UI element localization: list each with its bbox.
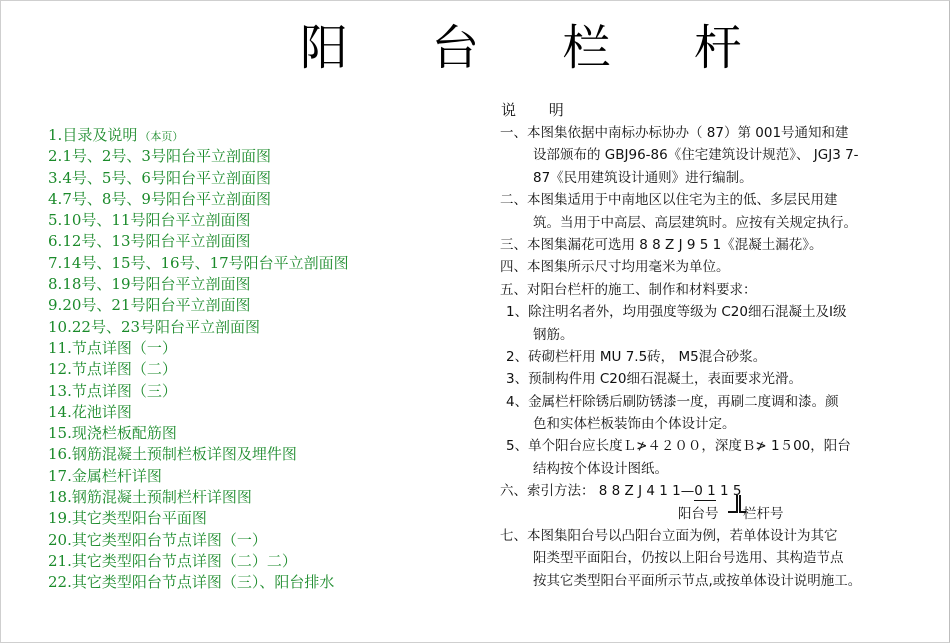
contents-item [48, 146, 468, 167]
contents-item [48, 487, 468, 508]
contents-item-text: 10号、11号阳台平立剖面图 [62, 211, 251, 230]
contents-item-text: 22号、23号阳台平立剖面图 [71, 317, 261, 336]
contents-item-number: 14. [48, 402, 72, 421]
contents-item [48, 530, 468, 551]
note-line-continued: 87《民用建筑设计通则》进行编制。 [533, 169, 753, 186]
contents-item-number: 6. [48, 232, 63, 251]
contents-item-number: 5. [48, 211, 63, 230]
note-line: 三、本图集漏花可选用 8 8 Z J 9 5 1《混凝土漏花》。 [500, 236, 823, 253]
balcony-number-label: 阳台号 [678, 505, 719, 522]
contents-item [48, 338, 468, 359]
contents-item [48, 168, 468, 189]
note-line-continued: 设部颁布的 GBJ96-86《住宅建筑设计规范》、 JGJ3 7- [533, 147, 859, 164]
balcony-leader-line [728, 495, 738, 513]
contents-item [48, 274, 468, 295]
contents-item-text: 18号、19号阳台平立剖面图 [62, 275, 251, 294]
contents-item-text: 其它类型阳台节点详图（二）二） [71, 551, 297, 570]
contents-item [48, 466, 468, 487]
contents-item [48, 572, 468, 593]
contents-item-text: 14号、15号、16号、17号阳台平立剖面图 [62, 253, 349, 272]
balcony-code: 0 1 [694, 480, 715, 502]
contents-item-text: 金属栏杆详图 [71, 466, 162, 485]
contents-item-text: 4号、5号、6号阳台平立剖面图 [62, 168, 271, 187]
contents-item-number: 21. [48, 551, 72, 570]
contents-item-note: （本页） [139, 130, 184, 143]
contents-item-text: 钢筋混凝土预制栏杆详图图 [71, 488, 252, 507]
index-prefix: 六、索引方法： 8 8 Z J 4 1 1— [500, 483, 695, 500]
contents-item-text: 花池详图 [71, 402, 132, 421]
railing-code: 1 5 [720, 483, 742, 500]
contents-item-text: 其它类型阳台平面图 [71, 509, 207, 528]
contents-item [48, 508, 468, 529]
index-callout [500, 503, 930, 525]
contents-item-text: 钢筋混凝土预制栏板详图及埋件图 [71, 445, 297, 464]
contents-item [48, 253, 468, 274]
contents-item [48, 381, 468, 402]
note-line: 五、对阳台栏杆的施工、制作和材料要求： [500, 281, 757, 298]
contents-item-number: 2. [48, 147, 63, 166]
contents-item [48, 317, 468, 338]
contents-item [48, 231, 468, 252]
contents-item [48, 295, 468, 316]
note-item-7: 七、本图集阳台号以凸阳台立面为例，若单体设计为其它 [500, 528, 838, 545]
contents-item-number: 1. [48, 126, 63, 144]
notes-heading: 说 明 [501, 101, 578, 119]
note-line-continued: 色和实体栏板装饰由个体设计定。 [533, 416, 736, 433]
railing-number-label: 栏杆号 [743, 505, 784, 522]
contents-item-number: 15. [48, 424, 72, 443]
contents-item-text: 其它类型阳台节点详图（三）、阳台排水 [71, 573, 335, 592]
contents-item-text: 20号、21号阳台平立剖面图 [62, 296, 251, 315]
contents-item [48, 423, 468, 444]
contents-item [48, 125, 468, 146]
note-line-continued: 筑。当用于中高层、高层建筑时。应按有关规定执行。 [533, 214, 857, 231]
note-line: 2、砖砌栏杆用 MU 7.5砖， M5混合砂浆。 [506, 348, 767, 365]
note-line: 四、本图集所示尺寸均用毫米为单位。 [500, 259, 730, 276]
notes-items [500, 122, 930, 480]
contents-item-text: 节点详图（二） [71, 360, 177, 379]
contents-item-number: 17. [48, 466, 72, 485]
contents-item-number: 18. [48, 488, 72, 507]
note-item-7-cont: 按其它类型阳台平面所示节点,或按单体设计说明施工。 [533, 572, 862, 589]
contents-item [48, 444, 468, 465]
notes-section [500, 98, 930, 592]
contents-item [48, 359, 468, 380]
contents-item-text: 1号、2号、3号阳台平立剖面图 [62, 147, 271, 166]
contents-item-number: 12. [48, 360, 72, 379]
contents-item-number: 7. [48, 253, 63, 272]
contents-item-text: 12号、13号阳台平立剖面图 [62, 232, 251, 251]
contents-item-number: 9. [48, 296, 63, 315]
contents-item-number: 4. [48, 189, 63, 208]
contents-item [48, 551, 468, 572]
contents-item-number: 13. [48, 381, 72, 400]
note-item-7-cont: 阳类型平面阳台，仍按以上阳台号选用、其构造节点 [533, 550, 844, 567]
contents-item-number: 16. [48, 445, 72, 464]
note-line-continued: 钢筋。 [533, 326, 574, 343]
contents-item-number: 22. [48, 573, 72, 592]
contents-item-number: 8. [48, 275, 63, 294]
contents-item-text: 7号、8号、9号阳台平立剖面图 [62, 189, 271, 208]
contents-item-text: 节点详图（一） [71, 338, 177, 357]
contents-item-text: 目录及说明 [62, 126, 138, 144]
note-line: 3、预制构件用 C20细石混凝土，表面要求光滑。 [506, 371, 802, 388]
contents-item-number: 11. [48, 338, 72, 357]
contents-item-number: 3. [48, 168, 63, 187]
note-line: 1、除注明名者外，均用强度等级为 C20细石混凝土及Ⅰ级 [506, 304, 847, 321]
contents-item [48, 210, 468, 231]
contents-item-number: 20. [48, 530, 72, 549]
contents-item-number: 10. [48, 317, 72, 336]
contents-item [48, 189, 468, 210]
contents-item-number: 19. [48, 509, 72, 528]
contents-list [48, 125, 468, 594]
page-title: 阳 台 栏 杆 [300, 20, 776, 76]
index-method-line [500, 480, 930, 502]
note-line: 4、金属栏杆除锈后刷防锈漆一度，再刷二度调和漆。颜 [506, 393, 839, 410]
note-line-continued: 结构按个体设计图纸。 [533, 460, 668, 477]
note-line: 5、单个阳台应长度Ｌ≯４２００，深度Ｂ≯ 1５00，阳台 [506, 438, 851, 455]
contents-item-text: 现浇栏板配筋图 [71, 424, 177, 443]
note-line: 二、本图集适用于中南地区以住宅为主的低、多层民用建 [500, 192, 838, 209]
contents-item-text: 节点详图（三） [71, 381, 177, 400]
contents-item [48, 402, 468, 423]
contents-item-text: 其它类型阳台节点详图（一） [71, 530, 267, 549]
note-line: 一、本图集依据中南标办标协办（ 87）第 001号通知和建 [500, 125, 849, 141]
